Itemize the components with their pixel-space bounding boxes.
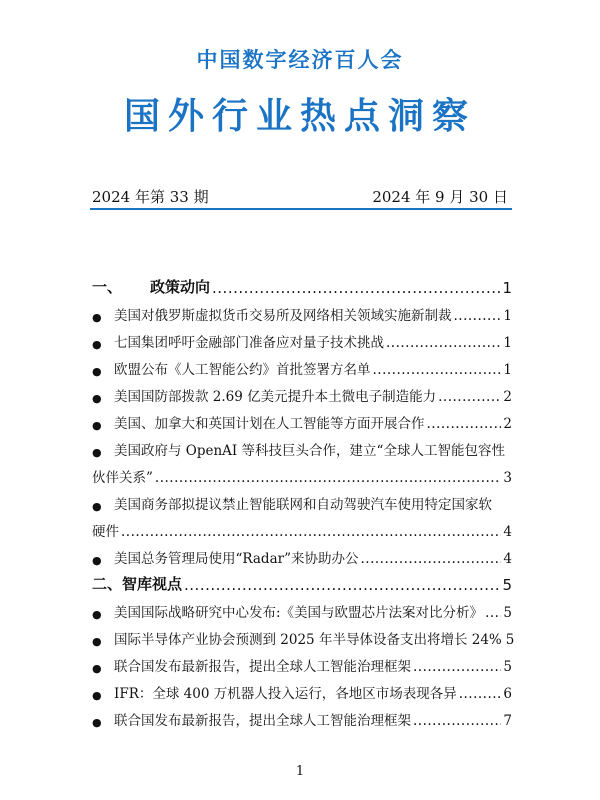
toc-item[interactable] bbox=[92, 648, 512, 675]
bullet-icon: ● bbox=[92, 500, 102, 513]
toc-item[interactable] bbox=[92, 675, 512, 702]
toc-item-page: 5 bbox=[503, 605, 512, 621]
section-page: 5 bbox=[502, 576, 512, 594]
toc-section-policy[interactable] bbox=[92, 270, 512, 297]
section-title: 政策动向 bbox=[150, 278, 211, 296]
section-number: 二、 bbox=[92, 575, 123, 593]
toc-section-think-tank[interactable] bbox=[92, 567, 512, 594]
toc-item-text: IFR：全球 400 万机器人投入运行，各地区市场表现各异 bbox=[114, 686, 457, 702]
toc-item-page: 1 bbox=[503, 335, 512, 351]
toc-item[interactable] bbox=[92, 432, 512, 486]
toc-item[interactable] bbox=[92, 621, 515, 648]
toc-item[interactable] bbox=[92, 378, 512, 405]
bullet-icon: ● bbox=[92, 635, 102, 648]
bullet-icon: ● bbox=[92, 716, 102, 729]
toc-item-page: 2 bbox=[503, 416, 512, 432]
toc-item-text: 国际半导体产业协会预测到 2025 年半导体设备支出将增长 24% bbox=[114, 632, 502, 648]
toc-item-page: 4 bbox=[503, 551, 512, 567]
toc-item-text: 美国、加拿大和英国计划在人工智能等方面开展合作 bbox=[114, 416, 425, 432]
toc-item-page: 3 bbox=[503, 470, 512, 486]
toc-item-text: 美国总务管理局使用“Radar”来协助办公 bbox=[114, 551, 359, 567]
issue-date: 2024 年 9 月 30 日 bbox=[372, 188, 508, 206]
toc-item-page: 7 bbox=[503, 713, 512, 729]
section-title: 智库视点 bbox=[122, 575, 183, 593]
toc-item-text: 欧盟公布《人工智能公约》首批签署方名单 bbox=[114, 362, 371, 378]
org-name: 中国数字经济百人会 bbox=[196, 48, 404, 72]
toc-item[interactable] bbox=[92, 297, 512, 324]
toc-item-page: 4 bbox=[503, 524, 512, 540]
issue-number: 2024 年第 33 期 bbox=[92, 188, 209, 206]
bullet-icon: ● bbox=[92, 365, 102, 378]
toc-item[interactable] bbox=[92, 351, 512, 378]
bullet-icon: ● bbox=[92, 662, 102, 675]
section-page: 1 bbox=[502, 279, 512, 297]
toc-item[interactable] bbox=[92, 405, 512, 432]
bullet-icon: ● bbox=[92, 608, 102, 621]
toc-item-page: 1 bbox=[503, 308, 512, 324]
toc-item[interactable] bbox=[92, 486, 512, 540]
toc-item-text-cont: 伙伴关系” bbox=[92, 470, 153, 486]
toc-item-text: 美国国际战略研究中心发布:《美国与欧盟芯片法案对比分析》 bbox=[114, 605, 484, 621]
toc-item[interactable] bbox=[92, 540, 512, 567]
bullet-icon: ● bbox=[92, 419, 102, 432]
toc-item-page: 1 bbox=[503, 362, 512, 378]
bullet-icon: ● bbox=[92, 554, 102, 567]
toc-item-text: 联合国发布最新报告，提出全球人工智能治理框架 bbox=[114, 713, 411, 729]
toc-item-text: 联合国发布最新报告，提出全球人工智能治理框架 bbox=[114, 659, 411, 675]
toc-item[interactable] bbox=[92, 324, 512, 351]
toc-item-page: 2 bbox=[503, 389, 512, 405]
toc-item-page: 5 bbox=[505, 632, 515, 648]
toc-item-text: 美国对俄罗斯虚拟货币交易所及网络相关领域实施新制裁 bbox=[114, 308, 452, 324]
toc-item-text: 七国集团呼吁金融部门准备应对量子技术挑战 bbox=[114, 335, 384, 351]
section-number: 一、 bbox=[92, 278, 123, 296]
header-rule bbox=[90, 208, 512, 210]
bullet-icon: ● bbox=[92, 689, 102, 702]
toc-item-page: 5 bbox=[503, 659, 512, 675]
bullet-icon: ● bbox=[92, 338, 102, 351]
toc-item-text: 美国商务部拟提议禁止智能联网和自动驾驶汽车使用特定国家软 bbox=[114, 497, 492, 513]
bullet-icon: ● bbox=[92, 446, 102, 459]
bullet-icon: ● bbox=[92, 392, 102, 405]
toc-item[interactable] bbox=[92, 594, 512, 621]
toc-item-page: 6 bbox=[503, 686, 512, 702]
bullet-icon: ● bbox=[92, 311, 102, 324]
toc-item-text-cont: 硬件 bbox=[92, 524, 119, 540]
toc-item[interactable] bbox=[92, 702, 512, 729]
page-number: 1 bbox=[295, 764, 305, 779]
toc-item-text: 美国政府与 OpenAI 等科技巨头合作，建立“全球人工智能包容性 bbox=[114, 443, 505, 459]
table-of-contents bbox=[92, 270, 515, 729]
toc-item-text: 美国国防部拨款 2.69 亿美元提升本土微电子制造能力 bbox=[114, 389, 437, 405]
page-title: 国外行业热点洞察 bbox=[123, 96, 476, 137]
